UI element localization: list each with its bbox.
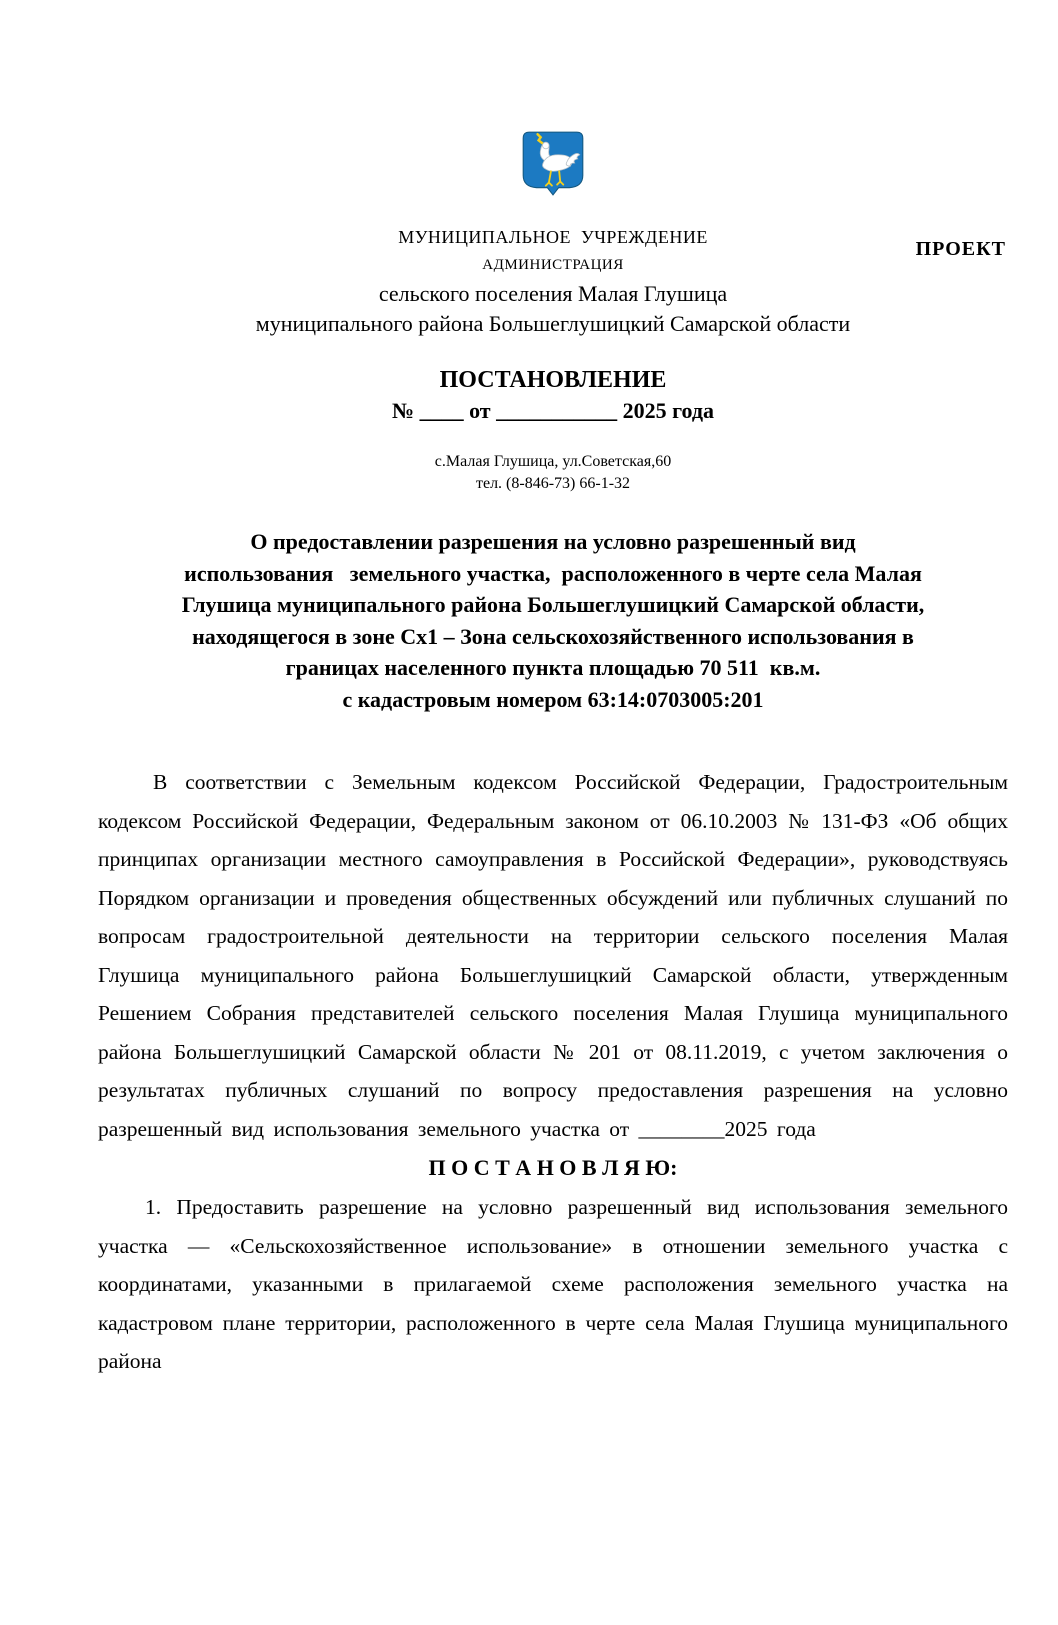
- document-number-line: № ____ от ___________ 2025 года: [391, 398, 715, 423]
- document-type-title: ПОСТАНОВЛЕНИЕ: [439, 367, 667, 393]
- document-subject: [98, 526, 1008, 715]
- phone-line: тел. (8-846-73) 66-1-32: [475, 475, 631, 492]
- org-type-line: МУНИЦИПАЛЬНОЕ УЧРЕЖДЕНИЕ: [398, 227, 708, 247]
- subject-line: с кадастровым номером 63:14:0703005:201: [342, 686, 764, 712]
- address-line: с.Малая Глушица, ул.Советская,60: [434, 453, 672, 470]
- document-page: [0, 128, 1058, 1625]
- subject-line: использования земельного участка, расположенного в черте села Малая: [184, 560, 922, 586]
- resolve-heading: П О С Т А Н О В Л Я Ю:: [428, 1155, 678, 1180]
- resolution-item-1: 1. Предоставить разрешение на условно разрешенный вид использования земельного участка — «Сельскохозяйственное использование» в отношении земельного участка с координатами, указанными в прилагаемой схеме расположения земельного участка на кадастровом плане территории, расположенного в черте села Малая Глушица муниципального района: [98, 1195, 1008, 1373]
- subject-line: находящегося в зоне Сх1 – Зона сельскохозяйственного использования в: [192, 623, 914, 649]
- document-content: [0, 128, 1058, 1381]
- bird-head: [543, 142, 550, 149]
- preamble-paragraph: В соответствии с Земельным кодексом Российской Федерации, Градостроительным кодексом Российской Федерации, Федеральным законом от 06.10.2003 № 131-ФЗ «Об общих принципах организации местного самоуправления в Российской Федерации», руководствуясь Порядком организации и проведения общественных обсуждений или публичных слушаний по вопросам градостроительной деятельности на территории сельского поселения Малая Глушица муниципального района Большеглушицкий Самарской области, утвержденным Решением Собрания представителей сельского поселения Малая Глушица муниципального района Большеглушицкий Самарской области № 201 от 08.11.2019, с учетом заключения о результатах публичных слушаний по вопросу предоставления разрешения на условно разрешенный вид использования земельного участка от ________2025 года: [98, 770, 1008, 1141]
- org-district-line: муниципального района Большеглушицкий Самарской области: [255, 311, 851, 336]
- draft-stamp: ПРОЕКТ: [915, 238, 1006, 260]
- coat-of-arms: [98, 128, 1008, 198]
- org-settlement-line: сельского поселения Малая Глушица: [378, 281, 728, 306]
- org-administration-line: АДМИНИСТРАЦИЯ: [482, 257, 624, 273]
- subject-line: Глушица муниципального района Большеглушицкий Самарской области,: [181, 592, 925, 617]
- coat-of-arms-icon: [517, 128, 589, 198]
- subject-line: границах населенного пункта площадью 70 511 кв.м.: [285, 655, 821, 680]
- contact-block: [98, 451, 1008, 495]
- subject-line: О предоставлении разрешения на условно разрешенный вид: [250, 529, 856, 554]
- organization-header: [98, 222, 1008, 339]
